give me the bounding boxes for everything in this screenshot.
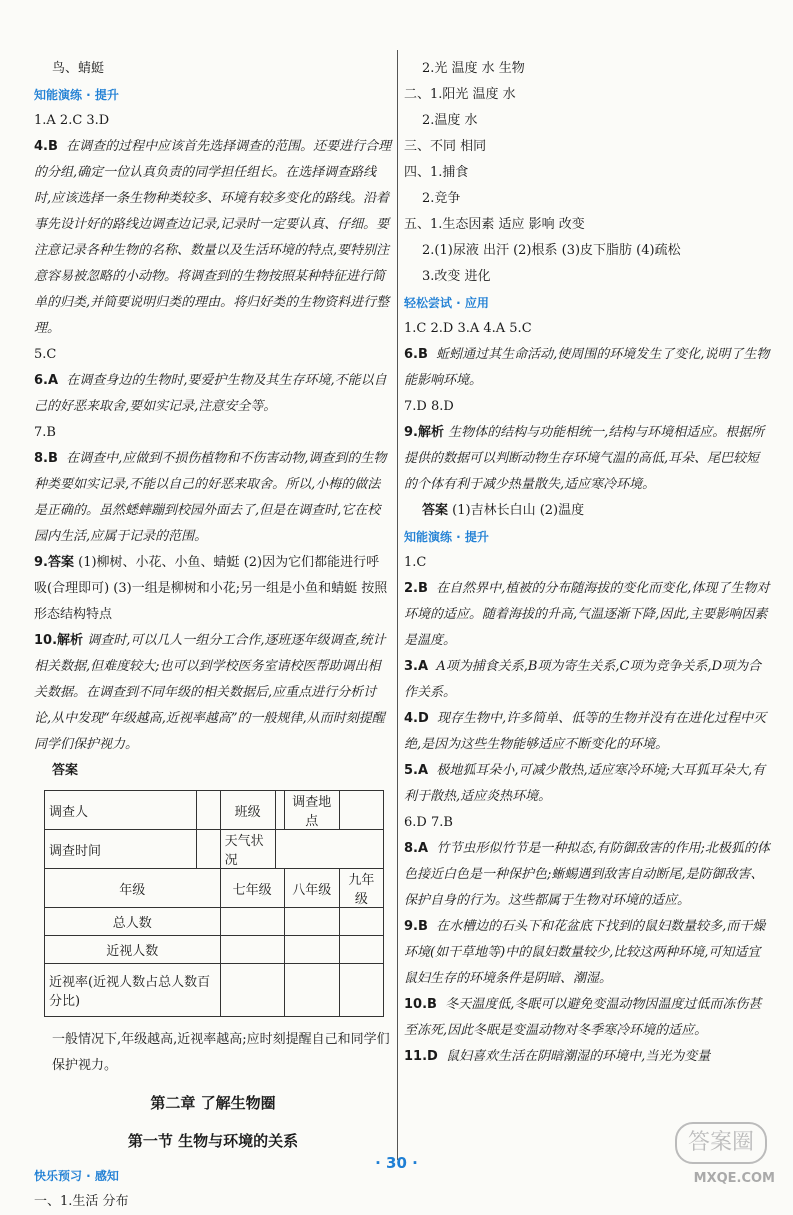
explanation-text: 鼠妇喜欢生活在阴暗潮湿的环境中,当光为变量 — [446, 1049, 711, 1064]
answer-line: 7.D 8.D — [404, 399, 454, 414]
table-cell — [339, 964, 383, 1017]
answer-item-8 — [404, 836, 772, 914]
table-cell — [220, 936, 284, 964]
text-line: 鸟、蜻蜓 — [52, 61, 105, 76]
section-label: 快乐预习 · 感知 — [34, 1169, 119, 1183]
explanation-text: 极地狐耳朵小,可减少散热,适应寒冷环境;大耳狐耳朵大,有利于散热,适应炎热环境。 — [404, 763, 766, 804]
table-cell — [197, 791, 220, 830]
answer-item-8 — [34, 446, 392, 550]
answer-text: (1)吉林长白山 (2)温度 — [452, 503, 585, 518]
section-label: 轻松尝试 · 应用 — [404, 296, 489, 310]
answer-item-5 — [404, 758, 772, 810]
left-column — [34, 56, 392, 1215]
answer-label: 答案 — [47, 555, 74, 570]
answer-line: 7.B — [34, 425, 56, 440]
answer-line: 三、不同 相同 — [404, 139, 487, 154]
explanation-text: 竹节虫形似竹节是一种拟态,有防御敌害的作用;北极狐的体色接近白色是一种保护色;蜥蜴遇到敌害自动断尾,是防御敌害、保护自身的行为。这些都属于生物对环境的适应。 — [404, 841, 770, 908]
table-header-cell: 年级 — [45, 869, 221, 908]
table-cell: 调查地点 — [284, 791, 339, 830]
item-number: 6.A — [34, 373, 59, 388]
answer-line: 1.C — [404, 555, 427, 570]
table-row — [45, 964, 384, 1017]
analysis-label: 解析 — [57, 633, 84, 648]
watermark-logo: 答案圈 — [675, 1122, 767, 1164]
table-row — [45, 936, 384, 964]
answer-item-4 — [34, 134, 392, 342]
item-number: 3.A — [404, 659, 429, 674]
table-header-cell: 八年级 — [284, 869, 339, 908]
item-number: 9. — [404, 425, 418, 440]
item-number: 9.B — [404, 919, 428, 934]
table-cell — [284, 964, 339, 1017]
table-cell — [284, 936, 339, 964]
answer-item-9-answer — [404, 498, 772, 524]
section-label: 知能演练 · 提升 — [34, 88, 119, 102]
answer-item-2 — [404, 576, 772, 654]
answer-item-3 — [404, 654, 772, 706]
table-cell — [275, 791, 284, 830]
section-label: 知能演练 · 提升 — [404, 530, 489, 544]
explanation-text: 在调查身边的生物时,要爱护生物及其生存环境,不能以自己的好恶来取舍,要如实记录,注意安全等。 — [34, 373, 387, 414]
answer-item-10 — [404, 992, 772, 1044]
answer-line: 四、1.捕食 — [404, 165, 469, 180]
table-header-cell: 九年级 — [339, 869, 383, 908]
item-number: 5.A — [404, 763, 429, 778]
answer-line: 1.C 2.D 3.A 4.A 5.C — [404, 321, 532, 336]
answer-line: 2.竞争 — [422, 191, 461, 206]
conclusion-text: 一般情况下,年级越高,近视率越高;应时刻提醒自己和同学们保护视力。 — [52, 1032, 390, 1073]
table-cell — [284, 908, 339, 936]
explanation-text: 在水槽边的石头下和花盆底下找到的鼠妇数量较多,而干燥环境(如干草地等)中的鼠妇数量较少,比较这两种环境,可知适宜鼠妇生存的环境条件是阴暗、潮湿。 — [404, 919, 766, 986]
table-cell: 近视人数 — [45, 936, 221, 964]
explanation-text: 在调查的过程中应该首先选择调查的范围。还要进行合理的分组,确定一位认真负责的同学担任组长。在选择调查路线时,应该选择一条生物种类较多、环境有较多变化的路线。沿着事先设计好的路线边调查边记录,记录时一定要认真、仔细。要注意记录各种生物的名称、数量以及生活环境的特点,要特别注意容易被忽略的小动物。将调查到的生物按照某种特征进行简单的归类,并简要说明归类的理由。将归好类的生物资料进行整理。 — [34, 139, 392, 336]
right-column — [404, 56, 772, 1070]
table-header-cell: 七年级 — [220, 869, 284, 908]
answer-item-10 — [34, 628, 392, 758]
explanation-text: 蚯蚓通过其生命活动,使周围的环境发生了变化,说明了生物能影响环境。 — [404, 347, 770, 388]
table-cell — [339, 791, 383, 830]
answer-item-9 — [404, 914, 772, 992]
table-cell: 班级 — [220, 791, 275, 830]
answer-label: 答案 — [422, 503, 449, 518]
answer-line: 一、1.生活 分布 — [34, 1194, 129, 1209]
table-cell: 调查人 — [45, 791, 197, 830]
answer-line: 2.(1)尿液 出汗 (2)根系 (3)皮下脂肪 (4)疏松 — [422, 243, 681, 258]
table-cell: 总人数 — [45, 908, 221, 936]
watermark-text: MXQE.COM — [693, 1171, 775, 1186]
explanation-text: 在自然界中,植被的分布随海拔的变化而变化,体现了生物对环境的适应。随着海拔的升高,气温逐渐下降,因此,主要影响因素是温度。 — [404, 581, 770, 648]
answer-item-4 — [404, 706, 772, 758]
table-row — [45, 869, 384, 908]
table-row — [45, 791, 384, 830]
explanation-text: 在调查中,应做到不损伤植物和不伤害动物,调查到的生物种类要如实记录,不能以自己的好恶来取舍。所以,小梅的做法是正确的。虽然蟋蟀蹦到校园外面去了,但是在调查时,它在校园内生活,应属于记录的范围。 — [34, 451, 387, 544]
item-number: 10.B — [404, 997, 437, 1012]
answer-line: 二、1.阳光 温度 水 — [404, 87, 516, 102]
table-row — [45, 908, 384, 936]
table-cell: 天气状况 — [220, 830, 275, 869]
table-cell — [220, 964, 284, 1017]
item-number: 8.B — [34, 451, 58, 466]
item-number: 4.D — [404, 711, 429, 726]
item-number: 10. — [34, 633, 58, 648]
answer-label: 答案 — [52, 763, 79, 778]
answer-line: 1.A 2.C 3.D — [34, 113, 110, 128]
page-number: · 30 · — [375, 1154, 418, 1172]
answer-line: 5.C — [34, 347, 57, 362]
item-number: 2.B — [404, 581, 428, 596]
answer-item-9 — [34, 550, 392, 628]
table-cell: 近视率(近视人数占总人数百分比) — [45, 964, 221, 1017]
item-number: 11.D — [404, 1049, 438, 1064]
item-number: 9. — [34, 555, 48, 570]
answer-line: 2.温度 水 — [422, 113, 478, 128]
table-cell — [275, 830, 383, 869]
answer-item-11 — [404, 1044, 772, 1070]
table-cell — [339, 936, 383, 964]
answer-line: 2.光 温度 水 生物 — [422, 61, 525, 76]
explanation-text: 现存生物中,许多简单、低等的生物并没有在进化过程中灭绝,是因为这些生物能够适应不断变化的环境。 — [404, 711, 767, 752]
answer-line: 6.D 7.B — [404, 815, 453, 830]
explanation-text: A项为捕食关系,B项为寄生关系,C项为竞争关系,D项为合作关系。 — [404, 659, 762, 700]
answer-item-6 — [404, 342, 772, 394]
answer-item-6 — [34, 368, 392, 420]
table-cell — [220, 908, 284, 936]
item-number: 6.B — [404, 347, 428, 362]
explanation-text: 调查时,可以几人一组分工合作,逐班逐年级调查,统计相关数据,但难度较大;也可以到学校医务室请校医帮助调出相关数据。在调查到不同年级的相关数据后,应重点进行分析讨论,从中发现“年级越高,近视率越高”的一般规律,从而时刻提醒同学们保护视力。 — [34, 633, 386, 752]
survey-table — [44, 790, 384, 1017]
table-cell — [197, 830, 220, 869]
answer-line: 3.改变 进化 — [422, 269, 491, 284]
answer-item-9 — [404, 420, 772, 498]
table-cell: 调查时间 — [45, 830, 197, 869]
explanation-text: 生物体的结构与功能相统一,结构与环境相适应。根据所提供的数据可以判断动物生存环境气温的高低,耳朵、尾巴较短的个体有利于减少热量散失,适应寒冷环境。 — [404, 425, 765, 492]
column-divider — [397, 50, 398, 1160]
section-title: 第一节 生物与环境的关系 — [127, 1132, 299, 1150]
table-cell — [339, 908, 383, 936]
explanation-text: 冬天温度低,冬眠可以避免变温动物因温度过低而冻伤甚至冻死,因此冬眠是变温动物对冬季寒冷环境的适应。 — [404, 997, 762, 1038]
answer-text: (1)柳树、小花、小鱼、蜻蜓 (2)因为它们都能进行呼吸(合理即可) (3)一组是柳树和小花;另一组是小鱼和蜻蜓 按照形态结构特点 — [34, 555, 388, 622]
chapter-title: 第二章 了解生物圈 — [150, 1094, 276, 1112]
answer-line: 五、1.生态因素 适应 影响 改变 — [404, 217, 585, 232]
table-row — [45, 830, 384, 869]
item-number: 8.A — [404, 841, 429, 856]
item-number: 4.B — [34, 139, 58, 154]
analysis-label: 解析 — [417, 425, 444, 440]
